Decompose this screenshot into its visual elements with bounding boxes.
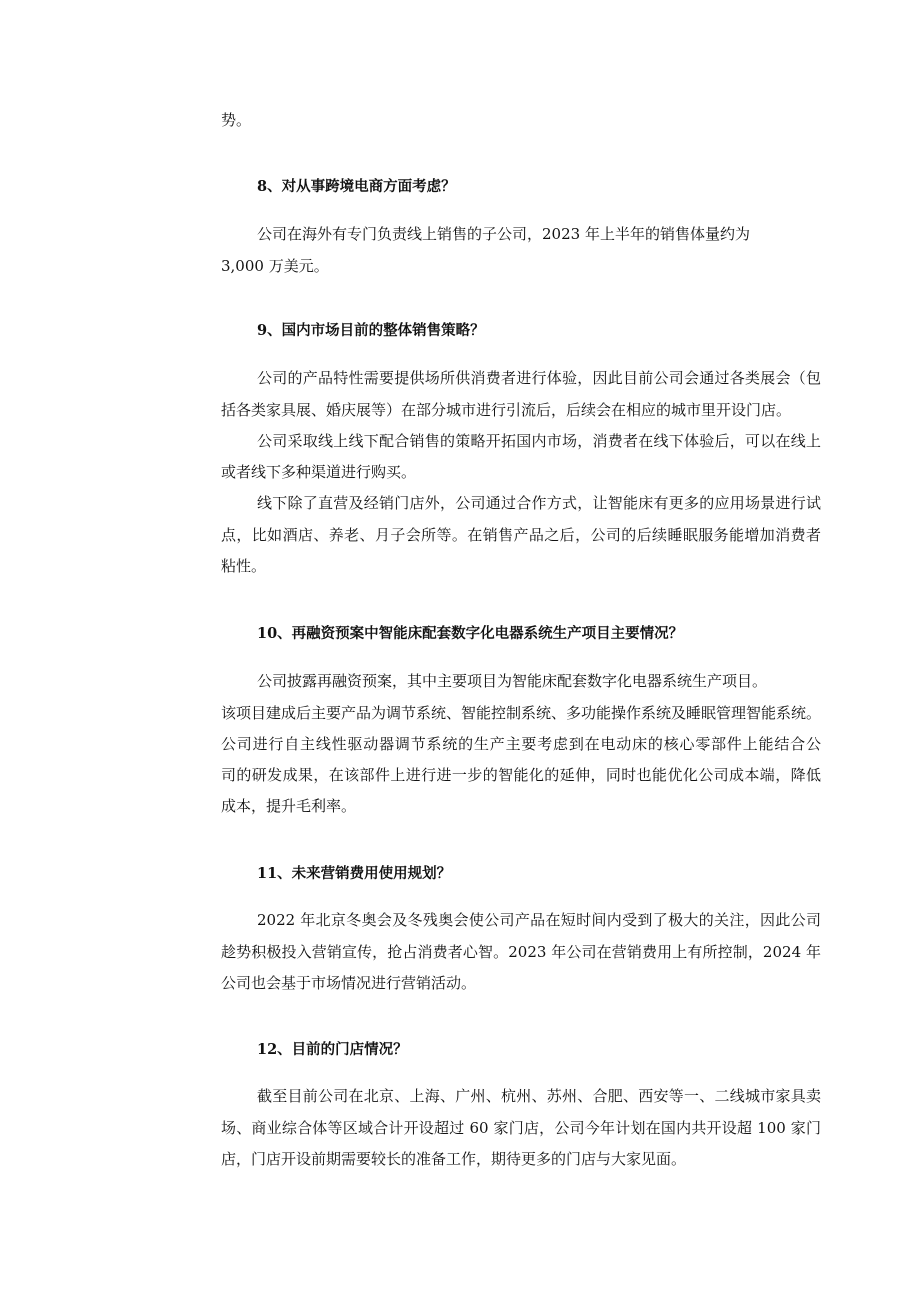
paragraph-line: 点，比如酒店、养老、月子会所等。在销售产品之后，公司的后续睡眠服务能增加消费者: [221, 526, 821, 544]
paragraph-line: 公司在海外有专门负责线上销售的子公司，2023 年上半年的销售体量约为: [257, 225, 750, 243]
paragraph-line: 公司也会基于市场情况进行营销活动。: [221, 974, 477, 992]
paragraph-line: 括各类家具展、婚庆展等）在部分城市进行引流后，后续会在相应的城市里开设门店。: [221, 401, 792, 419]
paragraph-line: 3,000 万美元。: [221, 257, 329, 275]
paragraph-line: 公司进行自主线性驱动器调节系统的生产主要考虑到在电动床的核心零部件上能结合公: [221, 735, 821, 753]
section-heading-q11: 11、未来营销费用使用规划？: [257, 865, 452, 882]
paragraph-line: 趁势积极投入营销宣传，抢占消费者心智。2023 年公司在营销费用上有所控制，2024 年: [221, 943, 821, 961]
paragraph-line: 公司的产品特性需要提供场所供消费者进行体验，因此目前公司会通过各类展会（包: [257, 369, 821, 387]
section-heading-q9: 9、国内市场目前的整体销售策略？: [257, 322, 485, 339]
paragraph-line: 势。: [221, 111, 252, 129]
paragraph-line: 公司采取线上线下配合销售的策略开拓国内市场，消费者在线下体验后，可以在线上: [257, 432, 821, 450]
paragraph-line: 线下除了直营及经销门店外，公司通过合作方式，让智能床有更多的应用场景进行试: [257, 494, 821, 512]
paragraph-line: 该项目建成后主要产品为调节系统、智能控制系统、多功能操作系统及睡眠管理智能系统。: [221, 704, 821, 722]
paragraph-line: 粘性。: [221, 557, 267, 575]
paragraph-line: 场、商业综合体等区域合计开设超过 60 家门店，公司今年计划在国内共开设超 100 家门: [221, 1119, 821, 1137]
paragraph-line: 截至目前公司在北京、上海、广州、杭州、苏州、合肥、西安等一、二线城市家具卖: [257, 1087, 821, 1105]
paragraph-line: 店，门店开设前期需要较长的准备工作，期待更多的门店与大家见面。: [221, 1150, 687, 1168]
paragraph-line: 公司披露再融资预案，其中主要项目为智能床配套数字化电器系统生产项目。: [257, 672, 768, 690]
paragraph-line: 或者线下多种渠道进行购买。: [221, 463, 417, 481]
section-heading-q8: 8、对从事跨境电商方面考虑？: [257, 178, 456, 195]
section-heading-q10: 10、再融资预案中智能床配套数字化电器系统生产项目主要情况？: [257, 625, 684, 642]
section-heading-q12: 12、目前的门店情况？: [257, 1041, 408, 1058]
paragraph-line: 成本，提升毛利率。: [221, 797, 357, 815]
paragraph-line: 2022 年北京冬奥会及冬残奥会使公司产品在短时间内受到了极大的关注，因此公司: [257, 911, 821, 929]
paragraph-line: 司的研发成果，在该部件上进行进一步的智能化的延伸，同时也能优化公司成本端，降低: [221, 766, 821, 784]
